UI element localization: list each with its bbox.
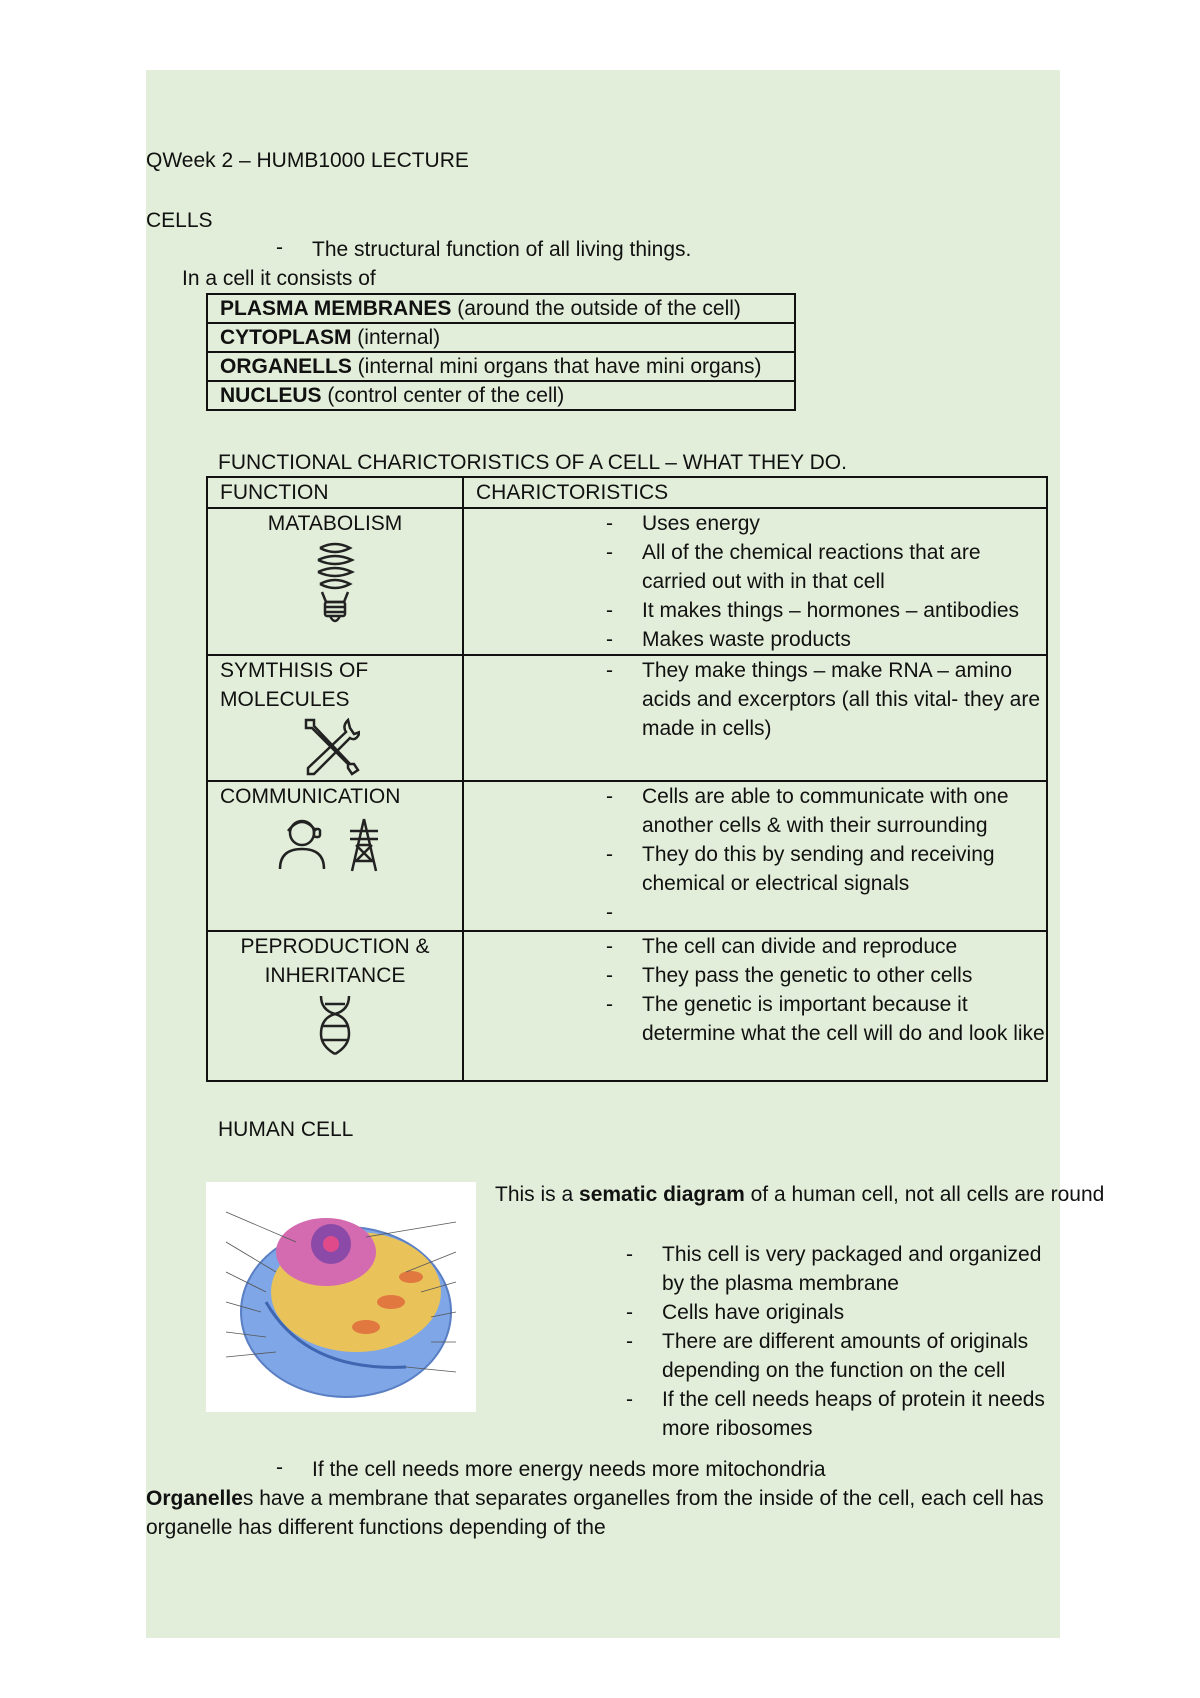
component-row [207, 294, 795, 323]
component-term: NUCLEUS [220, 384, 322, 407]
energy-point: If the cell needs more energy needs more mitochondria [312, 1458, 826, 1481]
component-desc: (internal) [351, 326, 441, 349]
organelles-paragraph [146, 1484, 1056, 1542]
cell-points-list [484, 1240, 1064, 1443]
tools-icon [300, 718, 360, 776]
table-row [207, 931, 1047, 1081]
component-desc: (internal mini organs that have mini organs) [351, 355, 762, 378]
header-function: FUNCTION [207, 477, 463, 508]
function-name: COMMUNICATION [220, 785, 401, 808]
list-item: - Uses energy [642, 509, 1046, 538]
component-term: PLASMA MEMBRANES [220, 297, 452, 320]
list-item: - Makes waste products [642, 625, 1046, 654]
document-title: QWeek 2 – HUMB1000 LECTURE [146, 149, 469, 172]
list-item: - The cell can divide and reproduce [642, 932, 1046, 961]
functional-table [206, 476, 1048, 1082]
table-header-row [207, 477, 1047, 508]
function-name: SYMTHISIS OF MOLECULES [220, 659, 369, 711]
table-row [207, 655, 1047, 781]
organelles-text: s have a membrane that separates organelles from the inside of the cell, each cell has organelle has different functions depending of the [146, 1487, 1044, 1539]
human-cell-diagram [206, 1182, 476, 1412]
consists-intro: In a cell it consists of [182, 267, 376, 290]
lightbulb-icon [312, 542, 358, 628]
diagram-intro-post: of a human cell, not all cells are round [744, 1183, 1105, 1206]
human-cell-heading: HUMAN CELL [218, 1118, 354, 1141]
bullet-dash: - [276, 1456, 283, 1479]
bullet-dash: - [276, 236, 283, 259]
headset-person-icon [278, 815, 388, 875]
list-item: - Cells have originals [662, 1298, 1064, 1327]
function-cell [207, 508, 463, 655]
list-item: - All of the chemical reactions that are carried out with in that cell [642, 538, 1046, 596]
component-term: CYTOPLASM [220, 326, 352, 349]
list-item: - They pass the genetic to other cells [642, 961, 1046, 990]
list-item: - It makes things – hormones – antibodies [642, 596, 1046, 625]
table-row [207, 508, 1047, 655]
diagram-intro-pre: This is a [495, 1183, 580, 1206]
characteristics-cell [463, 781, 1047, 931]
list-item: - The genetic is important because it determine what the cell will do and look like [642, 990, 1046, 1048]
cells-heading: CELLS [146, 209, 213, 232]
organelles-bold: Organelle [146, 1487, 243, 1510]
component-desc: (around the outside of the cell) [451, 297, 741, 320]
functional-heading: FUNCTIONAL CHARICTORISTICS OF A CELL – WHAT THEY DO. [218, 451, 847, 474]
characteristics-cell [463, 931, 1047, 1081]
header-characteristics: CHARICTORISTICS [463, 477, 1047, 508]
characteristics-cell [463, 508, 1047, 655]
component-row [207, 381, 795, 410]
list-item: - They do this by sending and receiving chemical or electrical signals [642, 840, 1046, 898]
characteristics-cell [463, 655, 1047, 781]
list-item: - This cell is very packaged and organized by the plasma membrane [662, 1240, 1064, 1298]
component-row [207, 352, 795, 381]
component-term: ORGANELLS [220, 355, 352, 378]
list-item: - They make things – make RNA – amino acids and excerptors (all this vital- they are made in cells) [642, 656, 1046, 743]
list-item [642, 898, 1046, 927]
function-cell [207, 781, 463, 931]
table-row [207, 781, 1047, 931]
function-cell [207, 931, 463, 1081]
list-item: - Cells are able to communicate with one another cells & with their surrounding [642, 782, 1046, 840]
list-item: - There are different amounts of originals depending on the function on the cell [662, 1327, 1064, 1385]
cells-bullet: The structural function of all living things. [312, 238, 692, 261]
function-name: PEPRODUCTION & INHERITANCE [240, 935, 430, 987]
dna-icon [315, 994, 355, 1056]
component-row [207, 323, 795, 352]
function-name: MATABOLISM [267, 512, 403, 535]
diagram-intro-bold: sematic diagram [579, 1183, 745, 1206]
cell-diagram-image [206, 1182, 476, 1412]
cell-components-table [206, 293, 796, 411]
component-desc: (control center of the cell) [321, 384, 565, 407]
list-item: - If the cell needs heaps of protein it needs more ribosomes [662, 1385, 1064, 1443]
function-cell [207, 655, 463, 781]
diagram-intro [495, 1180, 1104, 1209]
